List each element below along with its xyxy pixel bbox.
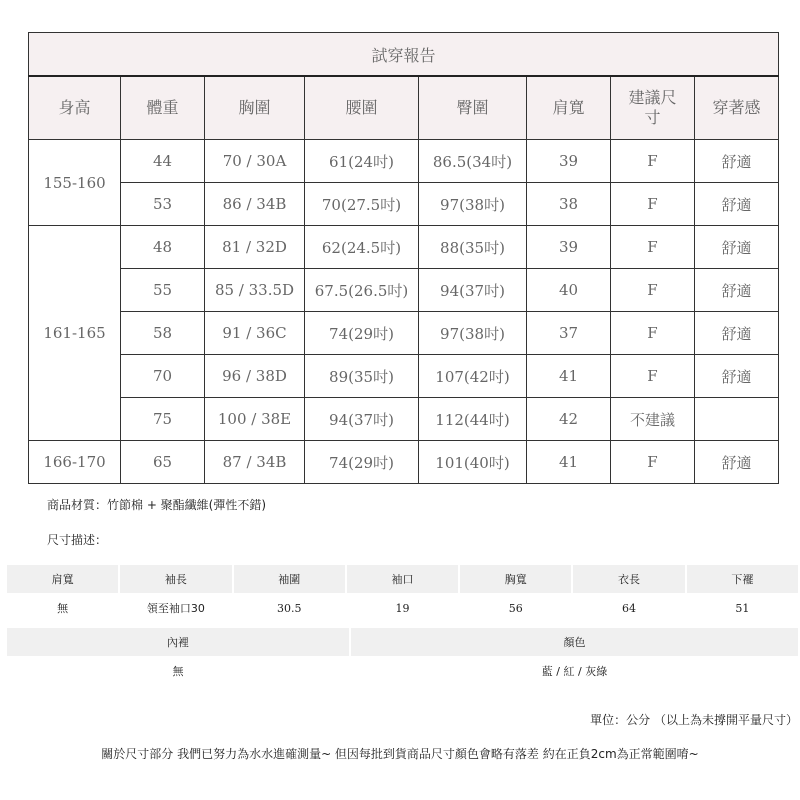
extra-hdr-cell: 顏色 [351, 628, 798, 656]
fit-data-cell: F [611, 312, 695, 355]
fit-header-cell: 肩寬 [527, 76, 611, 140]
size-hdr-cell: 肩寬 [7, 565, 118, 593]
fit-data-cell: F [611, 355, 695, 398]
fit-data-cell: 41 [527, 441, 611, 484]
fit-data-cell: 70 / 30A [205, 140, 305, 183]
fit-data-cell: 88(35吋) [419, 226, 527, 269]
fit-data-cell: 舒適 [695, 269, 779, 312]
fit-data-cell: 70(27.5吋) [305, 183, 419, 226]
fit-report-row [29, 355, 779, 398]
fit-report-row [29, 441, 779, 484]
fit-data-cell: 舒適 [695, 140, 779, 183]
fit-header-cell: 穿著感 [695, 76, 779, 140]
fit-data-cell: F [611, 226, 695, 269]
fit-data-cell: F [611, 140, 695, 183]
fit-report-table [28, 32, 779, 484]
size-val-cell: 19 [395, 601, 410, 615]
fit-data-cell: 96 / 38D [205, 355, 305, 398]
size-val-cell: 無 [57, 602, 69, 615]
fit-data-cell: 94(37吋) [305, 398, 419, 441]
size-hdr-cell: 衣長 [573, 565, 684, 593]
fit-data-cell: 67.5(26.5吋) [305, 269, 419, 312]
fit-data-cell: 58 [121, 312, 205, 355]
fit-data-cell: 97(38吋) [419, 183, 527, 226]
height-range-cell: 155-160 [29, 140, 121, 226]
fit-data-cell: 101(40吋) [419, 441, 527, 484]
size-hdr-cell: 袖長 [120, 565, 231, 593]
fit-report-row [29, 183, 779, 226]
fit-header-cell: 建議尺 寸 [611, 76, 695, 140]
fit-data-cell: 81 / 32D [205, 226, 305, 269]
size-hdr-cell: 胸寬 [460, 565, 571, 593]
size-description-label: 尺寸描述： [47, 533, 108, 547]
fit-data-cell: 74(29吋) [305, 441, 419, 484]
fit-data-cell: 100 / 38E [205, 398, 305, 441]
size-table-value-row [7, 593, 798, 623]
fit-data-cell: 舒適 [695, 226, 779, 269]
extra-val-cell: 藍 / 紅 / 灰綠 [541, 665, 608, 678]
fit-header-cell: 臀圍 [419, 76, 527, 140]
fit-data-cell: 41 [527, 355, 611, 398]
fit-data-cell: 112(44吋) [419, 398, 527, 441]
fit-data-cell: 53 [121, 183, 205, 226]
fit-data-cell: F [611, 183, 695, 226]
size-val-cell: 56 [508, 601, 523, 615]
fit-data-cell: 39 [527, 226, 611, 269]
size-val-cell: 51 [735, 601, 750, 615]
size-val-cell: 30.5 [276, 601, 302, 615]
fit-data-cell [695, 398, 779, 441]
fit-data-cell: 86 / 34B [205, 183, 305, 226]
height-range-cell: 166-170 [29, 441, 121, 484]
size-val-cell: 64 [622, 601, 637, 615]
material-text: 商品材質：竹節棉 + 聚酯纖維(彈性不錯) [47, 498, 267, 512]
fit-header-cell: 身高 [29, 76, 121, 140]
fit-data-cell: 70 [121, 355, 205, 398]
fit-data-cell: 舒適 [695, 183, 779, 226]
fit-report-row [29, 269, 779, 312]
fit-report-row [29, 140, 779, 183]
size-table-header-row [7, 565, 798, 593]
fit-report-row [29, 226, 779, 269]
fit-data-cell: 38 [527, 183, 611, 226]
size-hdr-cell: 袖圍 [234, 565, 345, 593]
fit-data-cell: 65 [121, 441, 205, 484]
fit-data-cell: 91 / 36C [205, 312, 305, 355]
extra-hdr-cell: 內裡 [7, 628, 349, 656]
extra-table [5, 628, 800, 686]
fit-data-cell: 40 [527, 269, 611, 312]
size-hdr-cell: 袖口 [347, 565, 458, 593]
fit-data-cell: 37 [527, 312, 611, 355]
fit-data-cell: 44 [121, 140, 205, 183]
fit-data-cell: 55 [121, 269, 205, 312]
fit-data-cell: 87 / 34B [205, 441, 305, 484]
fit-data-cell: 39 [527, 140, 611, 183]
fit-report-row [29, 398, 779, 441]
fit-report-row [29, 312, 779, 355]
unit-text: 單位：公分 （以上為未撐開平量尺寸） [590, 713, 798, 727]
fit-data-cell: 89(35吋) [305, 355, 419, 398]
fit-report-header-row [29, 76, 779, 140]
fit-data-cell: 舒適 [695, 441, 779, 484]
fit-data-cell: F [611, 441, 695, 484]
fit-header-cell: 胸圍 [205, 76, 305, 140]
fit-data-cell: 85 / 33.5D [205, 269, 305, 312]
disclaimer-text: 關於尺寸部分 我們已努力為水水進確測量~ 但因每批到貨商品尺寸顏色會略有落差 約在正負2cm為正常範圍唷~ [101, 747, 699, 761]
height-range-cell: 161-165 [29, 226, 121, 441]
fit-report-body [29, 140, 779, 484]
extra-val-cell: 無 [172, 665, 184, 678]
size-val-cell: 領至袖口30 [146, 602, 205, 615]
size-table [5, 565, 800, 623]
fit-data-cell: 48 [121, 226, 205, 269]
fit-data-cell: 97(38吋) [419, 312, 527, 355]
fit-data-cell: 74(29吋) [305, 312, 419, 355]
fit-data-cell: 75 [121, 398, 205, 441]
fit-data-cell: 舒適 [695, 355, 779, 398]
extra-table-header-row [7, 628, 798, 656]
size-hdr-cell: 下襬 [687, 565, 798, 593]
fit-data-cell: 107(42吋) [419, 355, 527, 398]
fit-data-cell: 舒適 [695, 312, 779, 355]
fit-data-cell: F [611, 269, 695, 312]
fit-header-cell: 體重 [121, 76, 205, 140]
fit-data-cell: 42 [527, 398, 611, 441]
fit-report-title: 試穿報告 [29, 33, 779, 77]
fit-data-cell: 86.5(34吋) [419, 140, 527, 183]
fit-data-cell: 62(24.5吋) [305, 226, 419, 269]
fit-data-cell: 94(37吋) [419, 269, 527, 312]
extra-table-value-row [7, 656, 798, 686]
fit-data-cell: 61(24吋) [305, 140, 419, 183]
fit-header-cell: 腰圍 [305, 76, 419, 140]
fit-data-cell: 不建議 [611, 398, 695, 441]
